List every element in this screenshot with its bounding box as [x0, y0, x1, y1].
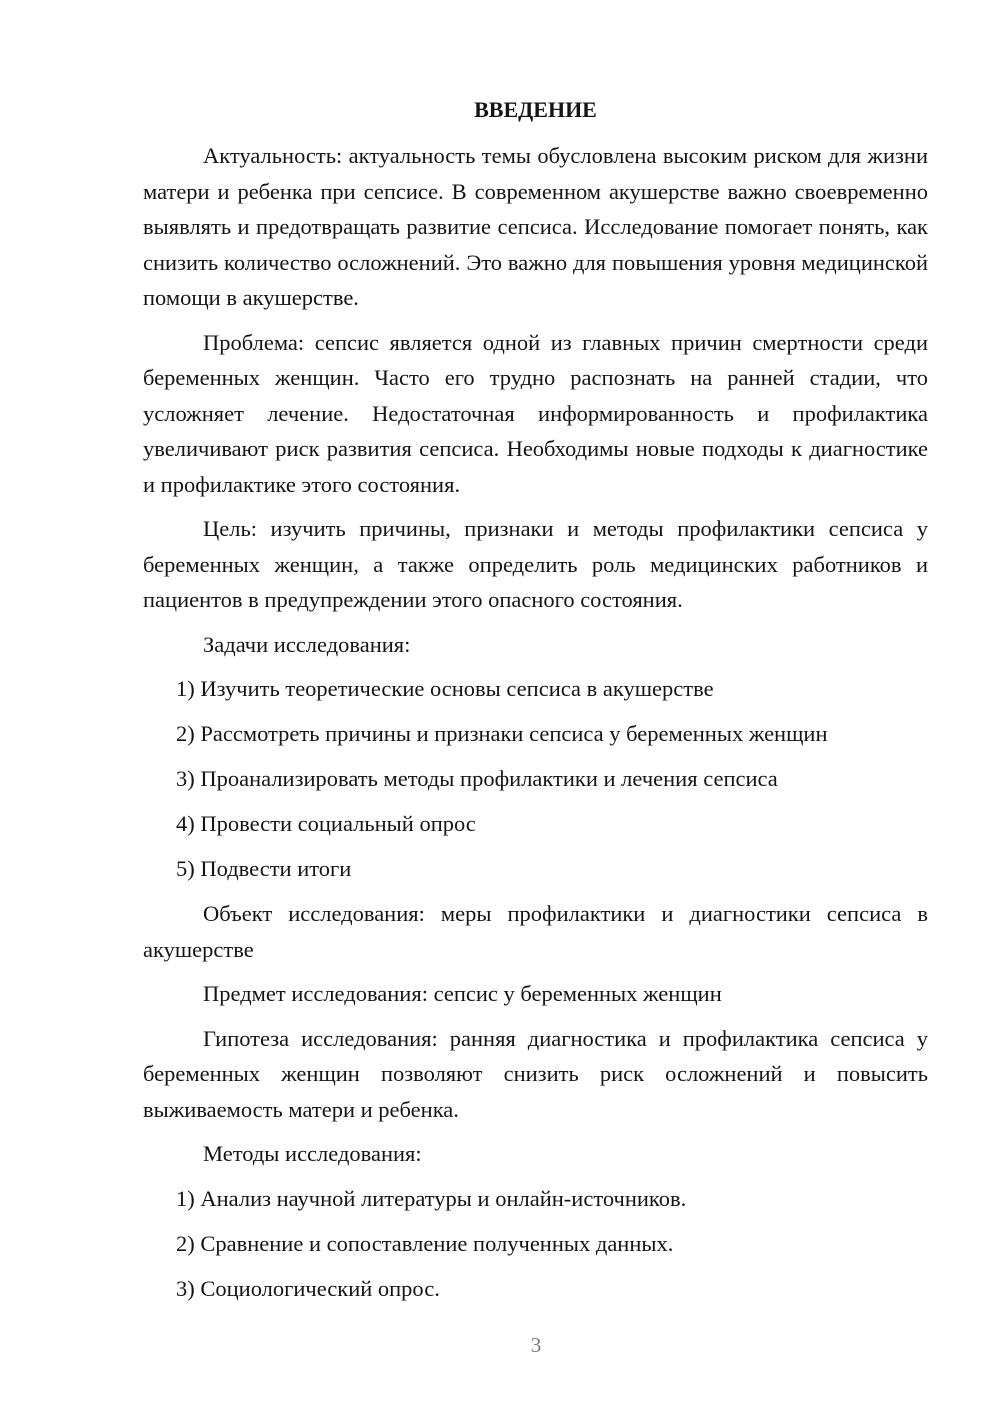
- tasks-heading: Задачи исследования:: [203, 631, 411, 657]
- goal-paragraph: Цель: изучить причины, признаки и методы профилактики сепсиса у беременных женщин, а также определить роль медицинских работников и пациентов в предупреждении этого опасного состояния.: [143, 516, 928, 612]
- subject-paragraph: Предмет исследования: сепсис у беременных женщин: [203, 981, 722, 1006]
- task-item: 1) Изучить теоретические основы сепсиса в акушерстве: [176, 676, 714, 701]
- document-body: [143, 94, 928, 1316]
- page-title: ВВЕДЕНИЕ: [474, 97, 597, 122]
- methods-heading: Методы исследования:: [203, 1141, 422, 1166]
- page-number: 3: [530, 1333, 542, 1357]
- method-item: 2) Сравнение и сопоставление полученных данных.: [176, 1230, 674, 1256]
- problem-paragraph: Проблема: сепсис является одной из главных причин смертности среди беременных женщин. Часто его трудно распознать на ранней стадии, что усложняет лечение. Недостаточная информированность и профилактика увеличивают риск развития сепсиса. Необходимы новые подходы к диагностике и профилактике этого состояния.: [143, 329, 928, 497]
- methods-list: [143, 1181, 928, 1306]
- task-item: 4) Провести социальный опрос: [176, 811, 476, 836]
- hypothesis-paragraph: Гипотеза исследования: ранняя диагностика и профилактика сепсиса у беременных женщин позволяют снизить риск осложнений и повысить выживаемость матери и ребенка.: [143, 1025, 928, 1122]
- method-item: 3) Социологический опрос.: [176, 1275, 440, 1301]
- task-item: 2) Рассмотреть причины и признаки сепсиса у беременных женщин: [176, 721, 828, 746]
- relevance-paragraph: Актуальность: актуальность темы обусловлена высоким риском для жизни матери и ребенка при сепсисе. В современном акушерстве важно своевременно выявлять и предотвращать развитие сепсиса. Исследование помогает понять, как снизить количество осложнений. Это важно для повышения уровня медицинской помощи в акушерстве.: [143, 143, 928, 310]
- task-item: 5) Подвести итоги: [176, 856, 352, 881]
- task-item: 3) Проанализировать методы профилактики и лечения сепсиса: [176, 766, 778, 791]
- object-paragraph: Объект исследования: меры профилактики и диагностики сепсиса в акушерстве: [143, 901, 928, 962]
- method-item: 1) Анализ научной литературы и онлайн-источников.: [176, 1185, 687, 1211]
- tasks-list: [143, 671, 928, 886]
